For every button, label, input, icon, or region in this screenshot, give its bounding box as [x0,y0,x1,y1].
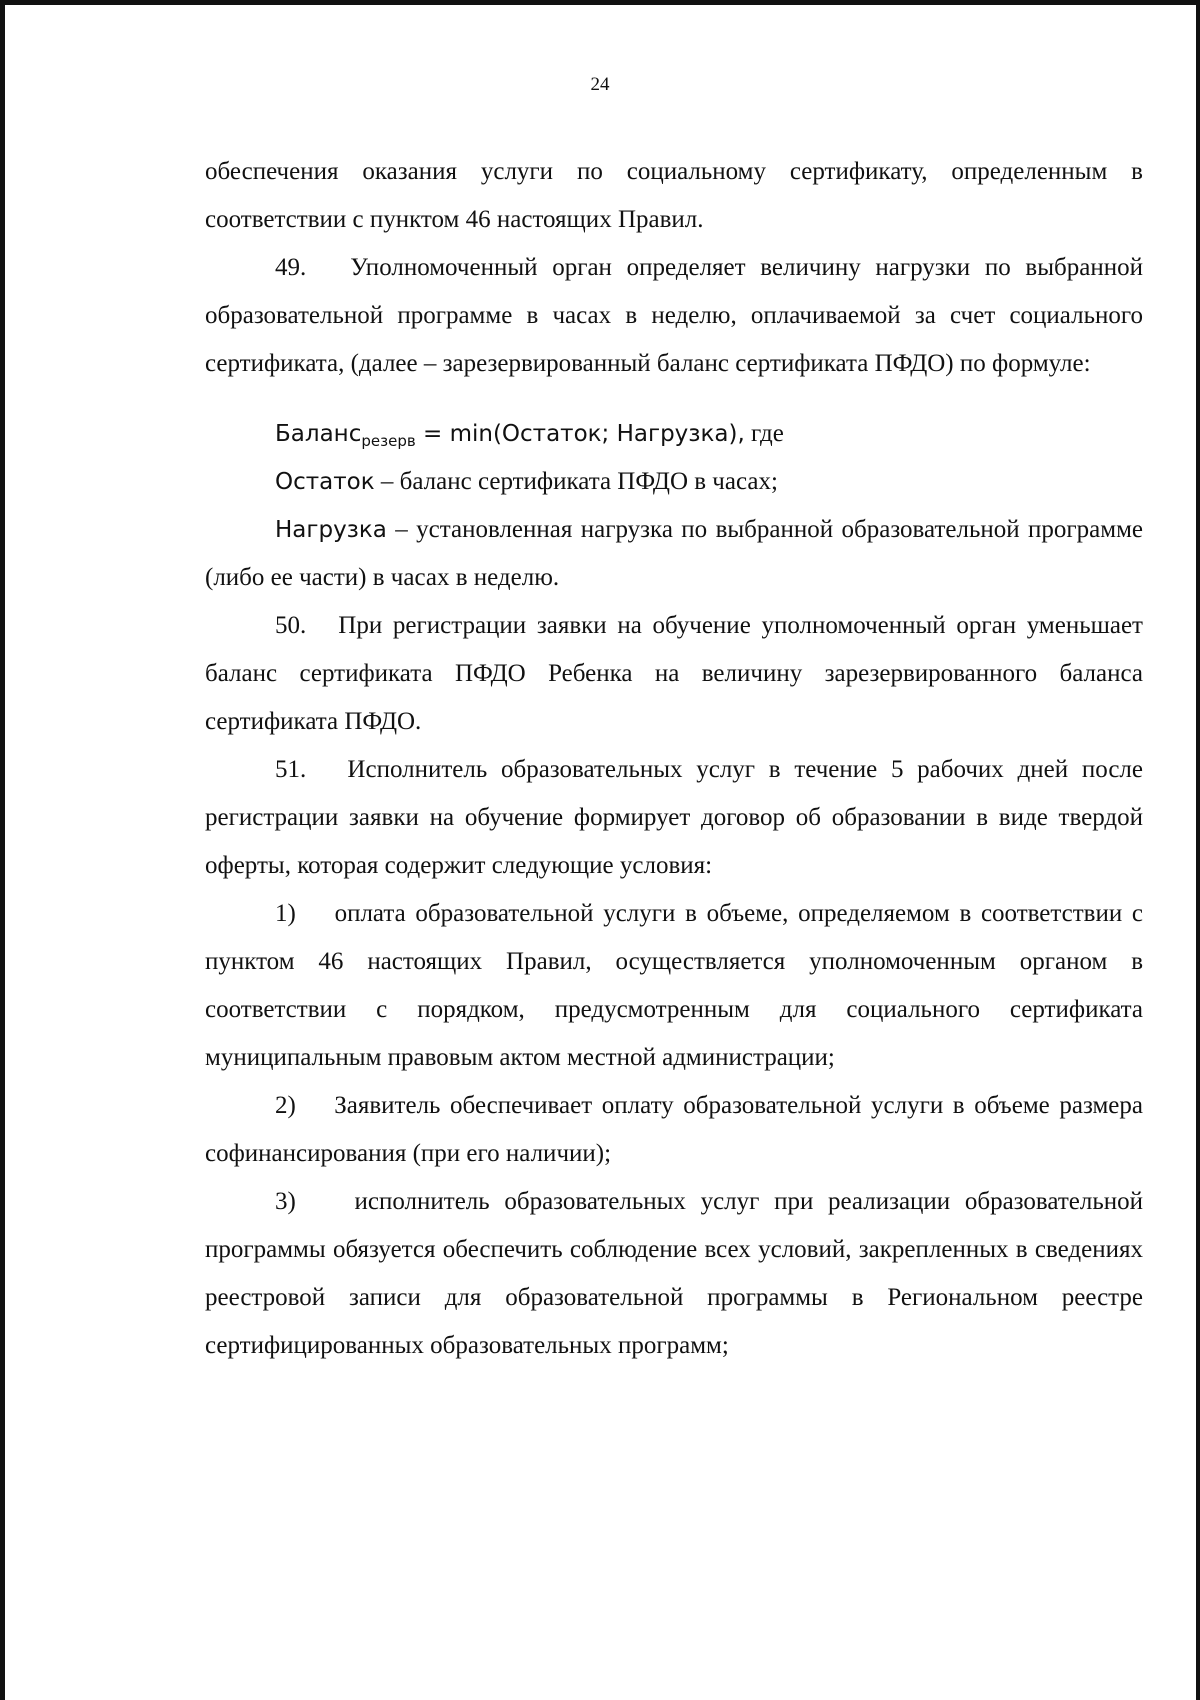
formula-rhs: = min(Остаток; Нагрузка), [415,421,745,447]
definition-load [205,506,1143,602]
paragraph-continuation: обеспечения оказания услуги по социальному сертификату, определенным в соответствии с пунктом 46 настоящих Правил. [205,158,1143,233]
list-item-1: 1) оплата образовательной услуги в объеме, определяемом в соответствии с пунктом 46 настоящих Правил, осуществляется уполномоченным органом в соответствии с порядком, предусмотренным для социального сертификата муниципальным правовым актом местной администрации; [205,900,1143,1071]
definition-load-text: – установленная нагрузка по выбранной образовательной программе (либо ее части) в часах в неделю. [205,516,1143,591]
list-item-2: 2) Заявитель обеспечивает оплату образовательной услуги в объеме размера софинансирования (при его наличии); [205,1092,1143,1167]
formula-lhs-base: Баланс [275,421,362,447]
definition-remainder-text: – баланс сертификата ПФДО в часах; [374,468,778,495]
formula-where: где [744,420,784,447]
page-number: 24 [590,74,610,95]
formula-line [205,410,1143,458]
page-frame-top-border [0,0,1200,5]
paragraph-49: 49. Уполномоченный орган определяет величину нагрузки по выбранной образовательной программе в часах в неделю, оплачиваемой за счет социального сертификата, (далее – зарезервированный баланс сертификата ПФДО) по формуле: [205,254,1143,377]
definition-remainder-term: Остаток [275,469,375,495]
formula-lhs-subscript: резерв [361,432,416,450]
list-item-3: 3) исполнитель образовательных услуг при реализации образовательной программы обязуется обеспечить соблюдение всех условий, закрепленных в сведениях реестровой записи для образовательной программы в Региональном реестре сертифицированных образовательных программ; [205,1188,1143,1359]
paragraph-51: 51. Исполнитель образовательных услуг в течение 5 рабочих дней после регистрации заявки на обучение формирует договор об образовании в виде твердой оферты, которая содержит следующие условия: [205,756,1143,879]
definition-load-term: Нагрузка [275,517,387,543]
page-frame-left-border [0,0,5,1700]
paragraph-50: 50. При регистрации заявки на обучение уполномоченный орган уменьшает баланс сертификата ПФДО Ребенка на величину зарезервированного баланса сертификата ПФДО. [205,612,1143,735]
definition-remainder [205,458,1143,506]
document-body [205,148,1143,1370]
page-frame-right-border [1196,0,1200,1700]
